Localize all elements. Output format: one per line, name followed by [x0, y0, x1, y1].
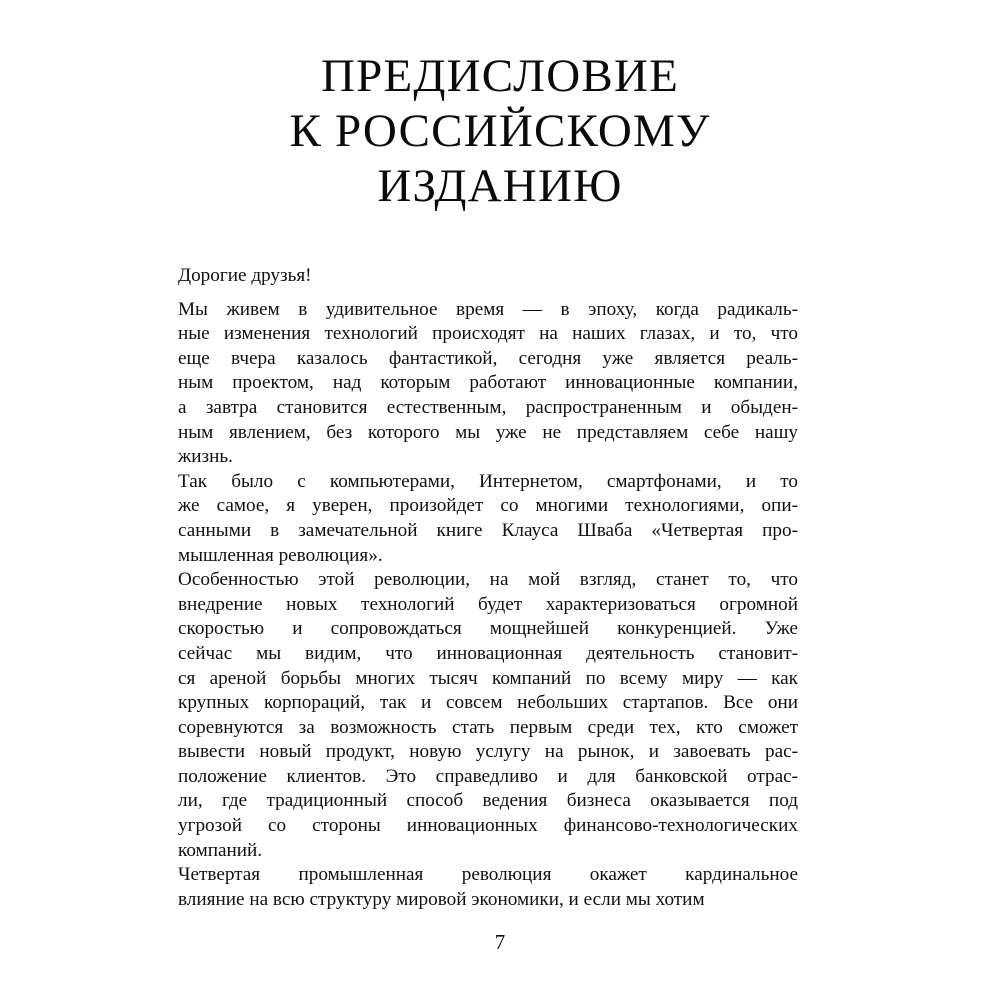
text-line: ным явлением, без которого мы уже не представляем себе нашу	[178, 421, 798, 443]
text-line: жизнь.	[178, 446, 233, 468]
text-line: еще вчера казалось фантастикой, сегодня уже является реаль-	[178, 347, 798, 369]
text-line: скоростью и сопровождаться мощнейшей конкуренцией. Уже	[178, 618, 798, 640]
text-line: же самое, я уверен, произойдет со многими технологиями, опи-	[178, 495, 798, 517]
text-line: ным проектом, над которым работают инновационные компании,	[178, 372, 798, 394]
text-line: ные изменения технологий происходят на наших глазах, и то, что	[178, 323, 798, 345]
text-line: ли, где традиционный способ ведения бизнеса оказывается под	[178, 790, 798, 812]
paragraph-4	[152, 863, 798, 912]
text-line: мышленная революция».	[178, 544, 383, 566]
text-line: положение клиентов. Это справедливо и для банковской отрас-	[178, 765, 798, 787]
text-line: сейчас мы видим, что инновационная деятельность становит-	[178, 642, 798, 664]
text-line: соревнуются за возможность стать первым среди тех, кто сможет	[178, 716, 798, 738]
page-number: 7	[494, 930, 506, 954]
text-line: компаний.	[178, 839, 263, 861]
page-title-line-3: ИЗДАНИЮ	[377, 160, 623, 213]
page-title	[0, 49, 1000, 214]
text-line: вывести новый продукт, новую услугу на рынок, и завоевать рас-	[178, 741, 798, 763]
text-line: Особенностью этой революции, на мой взгляд, станет то, что	[178, 569, 798, 591]
text-line: крупных корпораций, так и совсем небольших стартапов. Все они	[178, 692, 798, 714]
text-line: внедрение новых технологий будет характеризоваться огромной	[178, 593, 798, 615]
text-line: Так было с компьютерами, Интернетом, смартфонами, и то	[178, 470, 798, 492]
paragraph-3	[152, 568, 798, 863]
paragraph-1	[152, 298, 798, 470]
text-line: влияние на всю структуру мировой экономики, и если мы хотим	[178, 888, 705, 910]
text-line: Мы живем в удивительное время — в эпоху, когда радикаль-	[178, 298, 798, 320]
page-title-line-2: К РОССИЙСКОМУ	[289, 105, 711, 158]
paragraph-2	[152, 470, 798, 568]
page-title-line-1: ПРЕДИСЛОВИЕ	[321, 50, 679, 103]
text-line: а завтра становится естественным, распространенным и обыден-	[178, 396, 798, 418]
text-line: угрозой со стороны инновационных финансово-технологических	[178, 815, 798, 837]
text-line: Четвертая промышленная революция окажет кардинальное	[178, 864, 798, 886]
body-text	[152, 264, 798, 912]
greeting-line: Дорогие друзья!	[178, 265, 312, 286]
text-line: санными в замечательной книге Клауса Шваба «Четвертая про-	[178, 519, 798, 541]
text-line: ся ареной борьбы многих тысяч компаний по всему миру — как	[178, 667, 798, 689]
